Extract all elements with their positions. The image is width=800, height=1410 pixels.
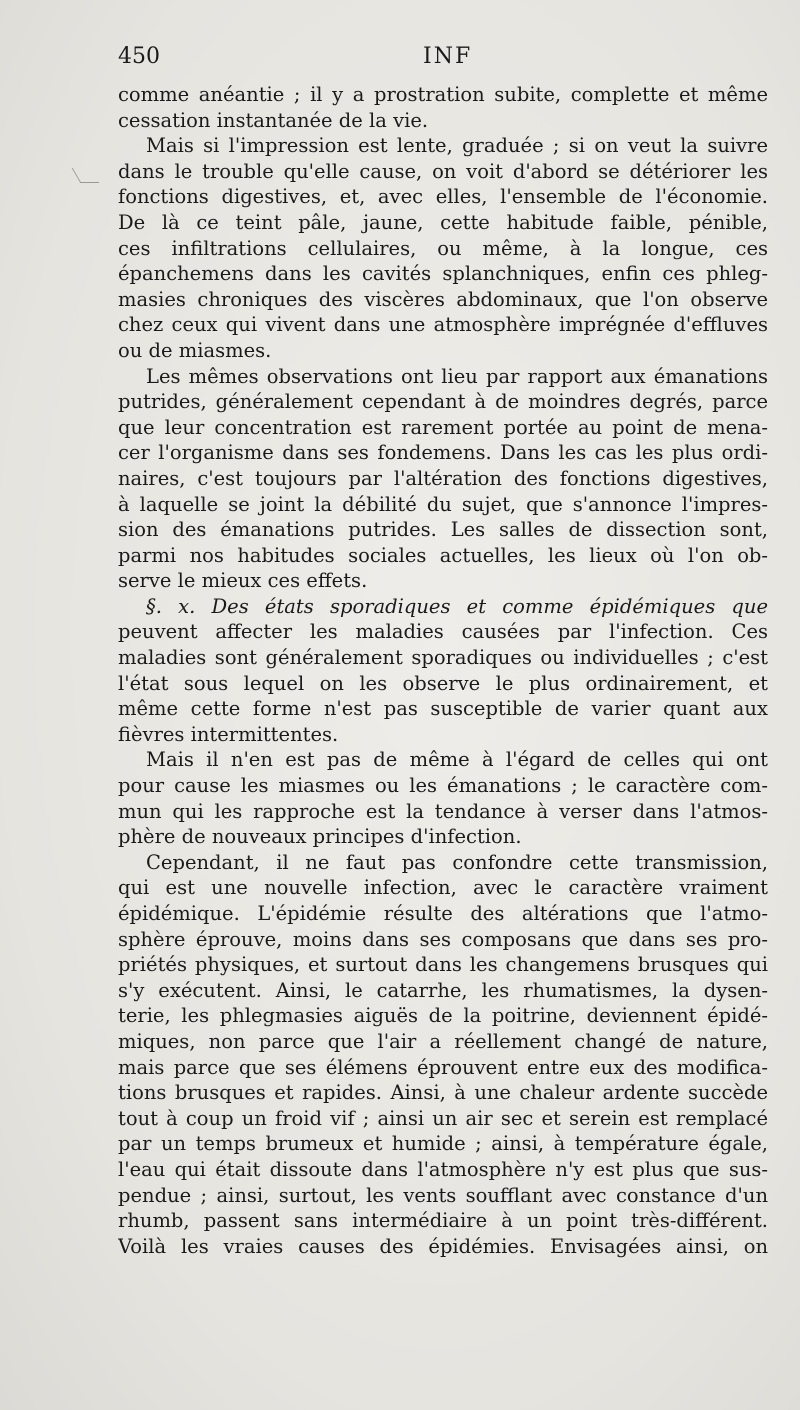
text-line: qui est une nouvelle infection, avec le caractère vraiment (118, 876, 768, 900)
text-line: parmi nos habitudes sociales actuelles, les lieux où l'on ob- (118, 543, 768, 567)
text-line: ou de miasmes. (118, 338, 272, 362)
text-line: priétés physiques, et surtout dans les changemens brusques qui (118, 953, 768, 977)
text-line: Voilà les vraies causes des épidémies. Envisagées ainsi, on (118, 1234, 768, 1258)
text-line: mais parce que ses élémens éprouvent entre eux des modifica- (118, 1055, 768, 1079)
page-number: 450 (118, 44, 160, 69)
text-line: pendue ; ainsi, surtout, les vents soufflant avec constance d'un (118, 1183, 768, 1207)
text-line: putrides, généralement cependant à de moindres degrés, parce (118, 390, 768, 414)
text-line: s'y exécutent. Ainsi, le catarrhe, les rhumatismes, la dysen- (118, 978, 768, 1002)
text-line: par un temps brumeux et humide ; ainsi, à température égale, (118, 1132, 768, 1156)
text-line: épanchemens dans les cavités splanchniques, enfin ces phleg- (118, 262, 768, 286)
text-line: rhumb, passent sans intermédiaire à un point très-différent. (118, 1209, 768, 1233)
text-line: que leur concentration est rarement portée au point de mena- (118, 415, 768, 439)
text-line: cer l'organisme dans ses fondemens. Dans les cas les plus ordi- (118, 441, 768, 465)
text-line: masies chroniques des viscères abdominaux, que l'on observe (118, 287, 768, 311)
text-line: ces infiltrations cellulaires, ou même, à la longue, ces (118, 236, 768, 260)
text-line: Mais si l'impression est lente, graduée ; si on veut la suivre (146, 134, 768, 158)
running-title: INF (423, 44, 473, 69)
text-line: maladies sont généralement sporadiques ou individuelles ; c'est (118, 646, 768, 670)
text-line: à laquelle se joint la débilité du sujet, que s'annonce l'impres- (118, 492, 768, 516)
text-line: tout à coup un froid vif ; ainsi un air sec et serein est remplacé (118, 1106, 768, 1130)
text-line: serve le mieux ces effets. (118, 569, 368, 593)
text-line: Mais il n'en est pas de même à l'égard de celles qui ont (146, 748, 768, 772)
text-line: sphère éprouve, moins dans ses composans que dans ses pro- (118, 927, 768, 951)
margin-pencil-mark (72, 168, 100, 183)
text-line: comme anéantie ; il y a prostration subite, complette et même (118, 83, 768, 106)
text-line: mun qui les rapproche est la tendance à verser dans l'atmos- (118, 799, 768, 823)
text-line: miques, non parce que l'air a réellement changé de nature, (118, 1029, 768, 1053)
text-line: sion des émanations putrides. Les salles de dissection sont, (118, 518, 768, 542)
text-line: Les mêmes observations ont lieu par rapport aux émanations (146, 364, 768, 388)
text-line: fonctions digestives, et, avec elles, l'ensemble de l'économie. (118, 185, 768, 209)
text-line: De là ce teint pâle, jaune, cette habitude faible, pénible, (118, 210, 768, 234)
text-line: dans le trouble qu'elle cause, on voit d'abord se détériorer les (118, 159, 768, 183)
text-line: terie, les phlegmasies aiguës de la poitrine, deviennent épidé- (118, 1004, 768, 1028)
text-line: chez ceux qui vivent dans une atmosphère imprégnée d'effluves (118, 313, 768, 337)
text-line: tions brusques et rapides. Ainsi, à une chaleur ardente succède (118, 1081, 768, 1105)
text-line: pour cause les miasmes ou les émanations ; le caractère com- (118, 774, 768, 798)
running-head (118, 44, 768, 78)
text-line: phère de nouveaux principes d'infection. (118, 825, 522, 849)
text-line: naires, c'est toujours par l'altération des fonctions digestives, (118, 466, 768, 490)
text-line: cessation instantanée de la vie. (118, 108, 429, 132)
section-heading-line: peuvent affecter les maladies causées par l'infection. Ces (118, 620, 768, 644)
text-line: même cette forme n'est pas susceptible de varier quant aux (118, 697, 768, 721)
text-line: Cependant, il ne faut pas confondre cette transmission, (146, 850, 768, 874)
section-heading-line: §. x. Des états sporadiques et comme épidémiques que (146, 594, 768, 618)
text-line: fièvres intermittentes. (118, 722, 339, 746)
text-line: épidémique. L'épidémie résulte des altérations que l'atmo- (118, 902, 768, 925)
body-text (118, 82, 768, 1259)
text-line: l'eau qui était dissoute dans l'atmosphère n'y est plus que sus- (118, 1157, 768, 1181)
text-line: l'état sous lequel on les observe le plus ordinairement, et (118, 671, 768, 695)
